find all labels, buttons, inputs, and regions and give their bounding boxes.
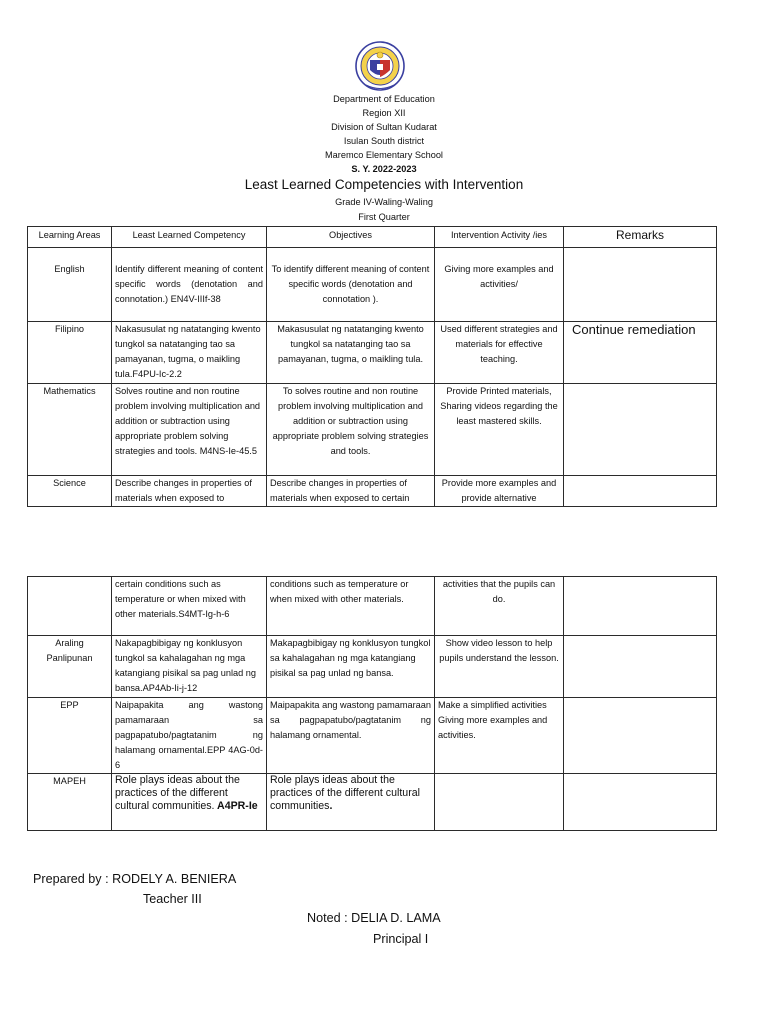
area-araling-panlipunan: Araling Panlipunan (28, 636, 112, 698)
competency-epp: Naipapakita ang wastong pamamaraan sa pagpapatubo/pagtatanim ng halamang ornamental.EPP 4AG-0d-6 (112, 698, 267, 774)
school-line: Maremco Elementary School (325, 150, 443, 160)
header-objectives: Objectives (267, 227, 435, 248)
area-filipino: Filipino (28, 322, 112, 384)
competency-mapeh-text: Role plays ideas about the practices of the different cultural communities. (115, 774, 240, 812)
grade-line: Grade IV-Waling-Waling (335, 197, 433, 207)
table-row (28, 322, 717, 384)
remarks-araling-panlipunan (564, 636, 717, 698)
area-science: Science (28, 476, 112, 507)
intervention-epp (435, 698, 564, 774)
intervention-science-part2: activities that the pupils can do. (435, 577, 564, 636)
objectives-araling-panlipunan: Makapagbibigay ng konklusyon tungkol sa kahalagahan ng mga katangiang pisikal sa pag unlad ng bansa. (267, 636, 435, 698)
objectives-mathematics: To solves routine and non routine problem involving multiplication and addition or subtraction using appropriate problem solving strategies and tools. (267, 384, 435, 476)
table-row (28, 248, 717, 322)
school-year-line: S. Y. 2022-2023 (351, 164, 417, 174)
objectives-mapeh (267, 774, 435, 831)
competency-science-part2: certain conditions such as temperature or when mixed with other materials.S4MT-Ig-h-6 (112, 577, 267, 636)
prepared-by: Prepared by : RODELY A. BENIERA (33, 872, 237, 886)
competency-mapeh (112, 774, 267, 831)
remarks-mapeh (564, 774, 717, 831)
remarks-science (564, 476, 717, 507)
noted-by: Noted : DELIA D. LAMA (307, 911, 441, 925)
intervention-epp-line1: Make a simplified activities (438, 700, 547, 710)
remarks-english (564, 248, 717, 322)
table-row (28, 636, 717, 698)
intervention-epp-line2: Giving more examples and activities. (438, 715, 548, 740)
department-line: Department of Education (333, 94, 435, 104)
competency-filipino: Nakasusulat ng natatanging kwento tungkol sa natatanging tao sa pamayanan, tugma, o maikling tula.F4PU-Ic-2.2 (112, 322, 267, 384)
objectives-science-part1: Describe changes in properties of materials when exposed to certain (267, 476, 435, 507)
objectives-mapeh-period: . (329, 800, 333, 812)
prepared-by-title: Teacher III (143, 892, 202, 906)
competency-table (27, 226, 717, 507)
area-epp: EPP (28, 698, 112, 774)
area-english: English (28, 248, 112, 322)
objectives-mapeh-text: Role plays ideas about the practices of the different cultural communities (270, 774, 420, 812)
remarks-epp (564, 698, 717, 774)
table-header-row (28, 227, 717, 248)
district-line: Isulan South district (343, 136, 425, 146)
table-row (28, 384, 717, 476)
document-title: Least Learned Competencies with Intervention (244, 177, 524, 192)
intervention-english: Giving more examples and activities/ (435, 248, 564, 322)
header-intervention: Intervention Activity /ies (435, 227, 564, 248)
competency-araling-panlipunan: Nakapagbibigay ng konklusyon tungkol sa kahalagahan ng mga katangiang pisikal sa pag unlad ng bansa.AP4Ab-Ii-j-12 (112, 636, 267, 698)
objectives-filipino: Makasusulat ng natatanging kwento tungkol sa natatanging tao sa pamayanan, tugma, o maikling tula. (267, 322, 435, 384)
table-row (28, 698, 717, 774)
competency-mathematics: Solves routine and non routine problem involving multiplication and addition or subtraction using appropriate problem solving strategies and tools. M4NS-Ie-45.5 (112, 384, 267, 476)
header-learning-areas: Learning Areas (28, 227, 112, 248)
objectives-science-part2: conditions such as temperature or when mixed with other materials. (267, 577, 435, 636)
table-row (28, 476, 717, 507)
objectives-epp: Maipapakita ang wastong pamamaraan sa pagpapatubo/pagtatanim ng halamang ornamental. (267, 698, 435, 774)
division-line: Division of Sultan Kudarat (331, 122, 437, 132)
quarter-line: First Quarter (358, 212, 410, 222)
region-line: Region XII (362, 108, 406, 118)
header-remarks: Remarks (564, 227, 717, 248)
header-least-learned-competency: Least Learned Competency (112, 227, 267, 248)
competency-english: Identify different meaning of content specific words (denotation and connotation.) EN4V-IIIf-38 (112, 248, 267, 322)
objectives-english: To identify different meaning of content specific words (denotation and connotation ). (267, 248, 435, 322)
competency-science-part1: Describe changes in properties of materials when exposed to (112, 476, 267, 507)
table-row (28, 774, 717, 831)
intervention-mathematics: Provide Printed materials, Sharing videos regarding the least mastered skills. (435, 384, 564, 476)
competency-mapeh-code: A4PR-Ie (214, 800, 258, 812)
intervention-mapeh (435, 774, 564, 831)
competency-table-continued (27, 576, 717, 831)
remarks-science-continued (564, 577, 717, 636)
intervention-science-part1: Provide more examples and provide alternative (435, 476, 564, 507)
remarks-filipino: Continue remediation (564, 322, 717, 384)
area-mapeh: MAPEH (28, 774, 112, 831)
noted-by-title: Principal I (373, 932, 429, 946)
table-row (28, 577, 717, 636)
intervention-filipino: Used different strategies and materials for effective teaching. (435, 322, 564, 384)
deped-seal-logo (346, 40, 414, 92)
intervention-araling-panlipunan: Show video lesson to help pupils understand the lesson. (435, 636, 564, 698)
area-science-continued (28, 577, 112, 636)
remarks-mathematics (564, 384, 717, 476)
area-mathematics: Mathematics (28, 384, 112, 476)
